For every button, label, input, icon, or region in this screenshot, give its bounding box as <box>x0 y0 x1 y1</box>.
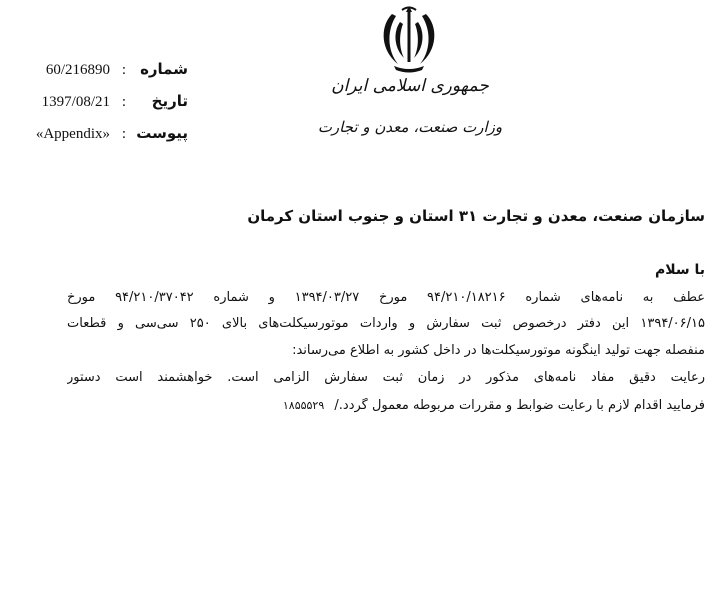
body-line-5-text: فرمایید اقدام لازم با رعایت ضوابط و مقررات مربوطه معمول گردد./ <box>334 398 705 413</box>
attachment-value: «Appendix» <box>35 126 110 142</box>
number-value: 60/216890 <box>45 62 110 78</box>
recipient-line: سازمان صنعت، معدن و تجارت ۳۱ استان و جنوب استان کرمان <box>247 207 705 225</box>
date-label: تاریخ <box>151 92 188 110</box>
body-line-3: منفصله جهت تولید اینگونه موتورسیکلت‌ها در داخل کشور به اطلاع می‌رساند: <box>292 343 705 358</box>
ministry-title: وزارت صنعت، معدن و تجارت <box>317 118 503 136</box>
number-row <box>18 60 188 92</box>
date-value: 1397/08/21 <box>41 94 110 110</box>
attachment-label: پیوست <box>136 124 188 142</box>
iran-emblem-icon <box>376 6 442 74</box>
body-line-4: رعایت دقیق مفاد نامه‌های مذکور در زمان ثبت سفارش الزامی است. خواهشمند است دستور <box>67 370 705 385</box>
reference-code: ۱۸۵۵۵۲۹ <box>282 399 325 412</box>
date-row <box>18 92 188 124</box>
number-label: شماره <box>140 60 188 78</box>
republic-title: جمهوری اسلامی ایران <box>331 76 489 96</box>
attachment-row <box>18 124 188 156</box>
colon: : <box>121 62 126 78</box>
body-line-5 <box>67 398 705 413</box>
colon: : <box>121 126 126 142</box>
colon: : <box>121 94 126 110</box>
body-line-2: ۱۳۹۴/۰۶/۱۵ این دفتر درخصوص ثبت سفارش و واردات موتورسیکلت‌های بالای ۲۵۰ سی‌سی و قطعات <box>67 316 705 331</box>
greeting: با سلام <box>654 262 705 278</box>
body-line-1: عطف به نامه‌های شماره ۹۴/۲۱۰/۱۸۲۱۶ مورخ ۱۳۹۴/۰۳/۲۷ و شماره ۹۴/۲۱۰/۳۷۰۴۲ مورخ <box>67 290 705 305</box>
letter-meta <box>18 60 188 156</box>
